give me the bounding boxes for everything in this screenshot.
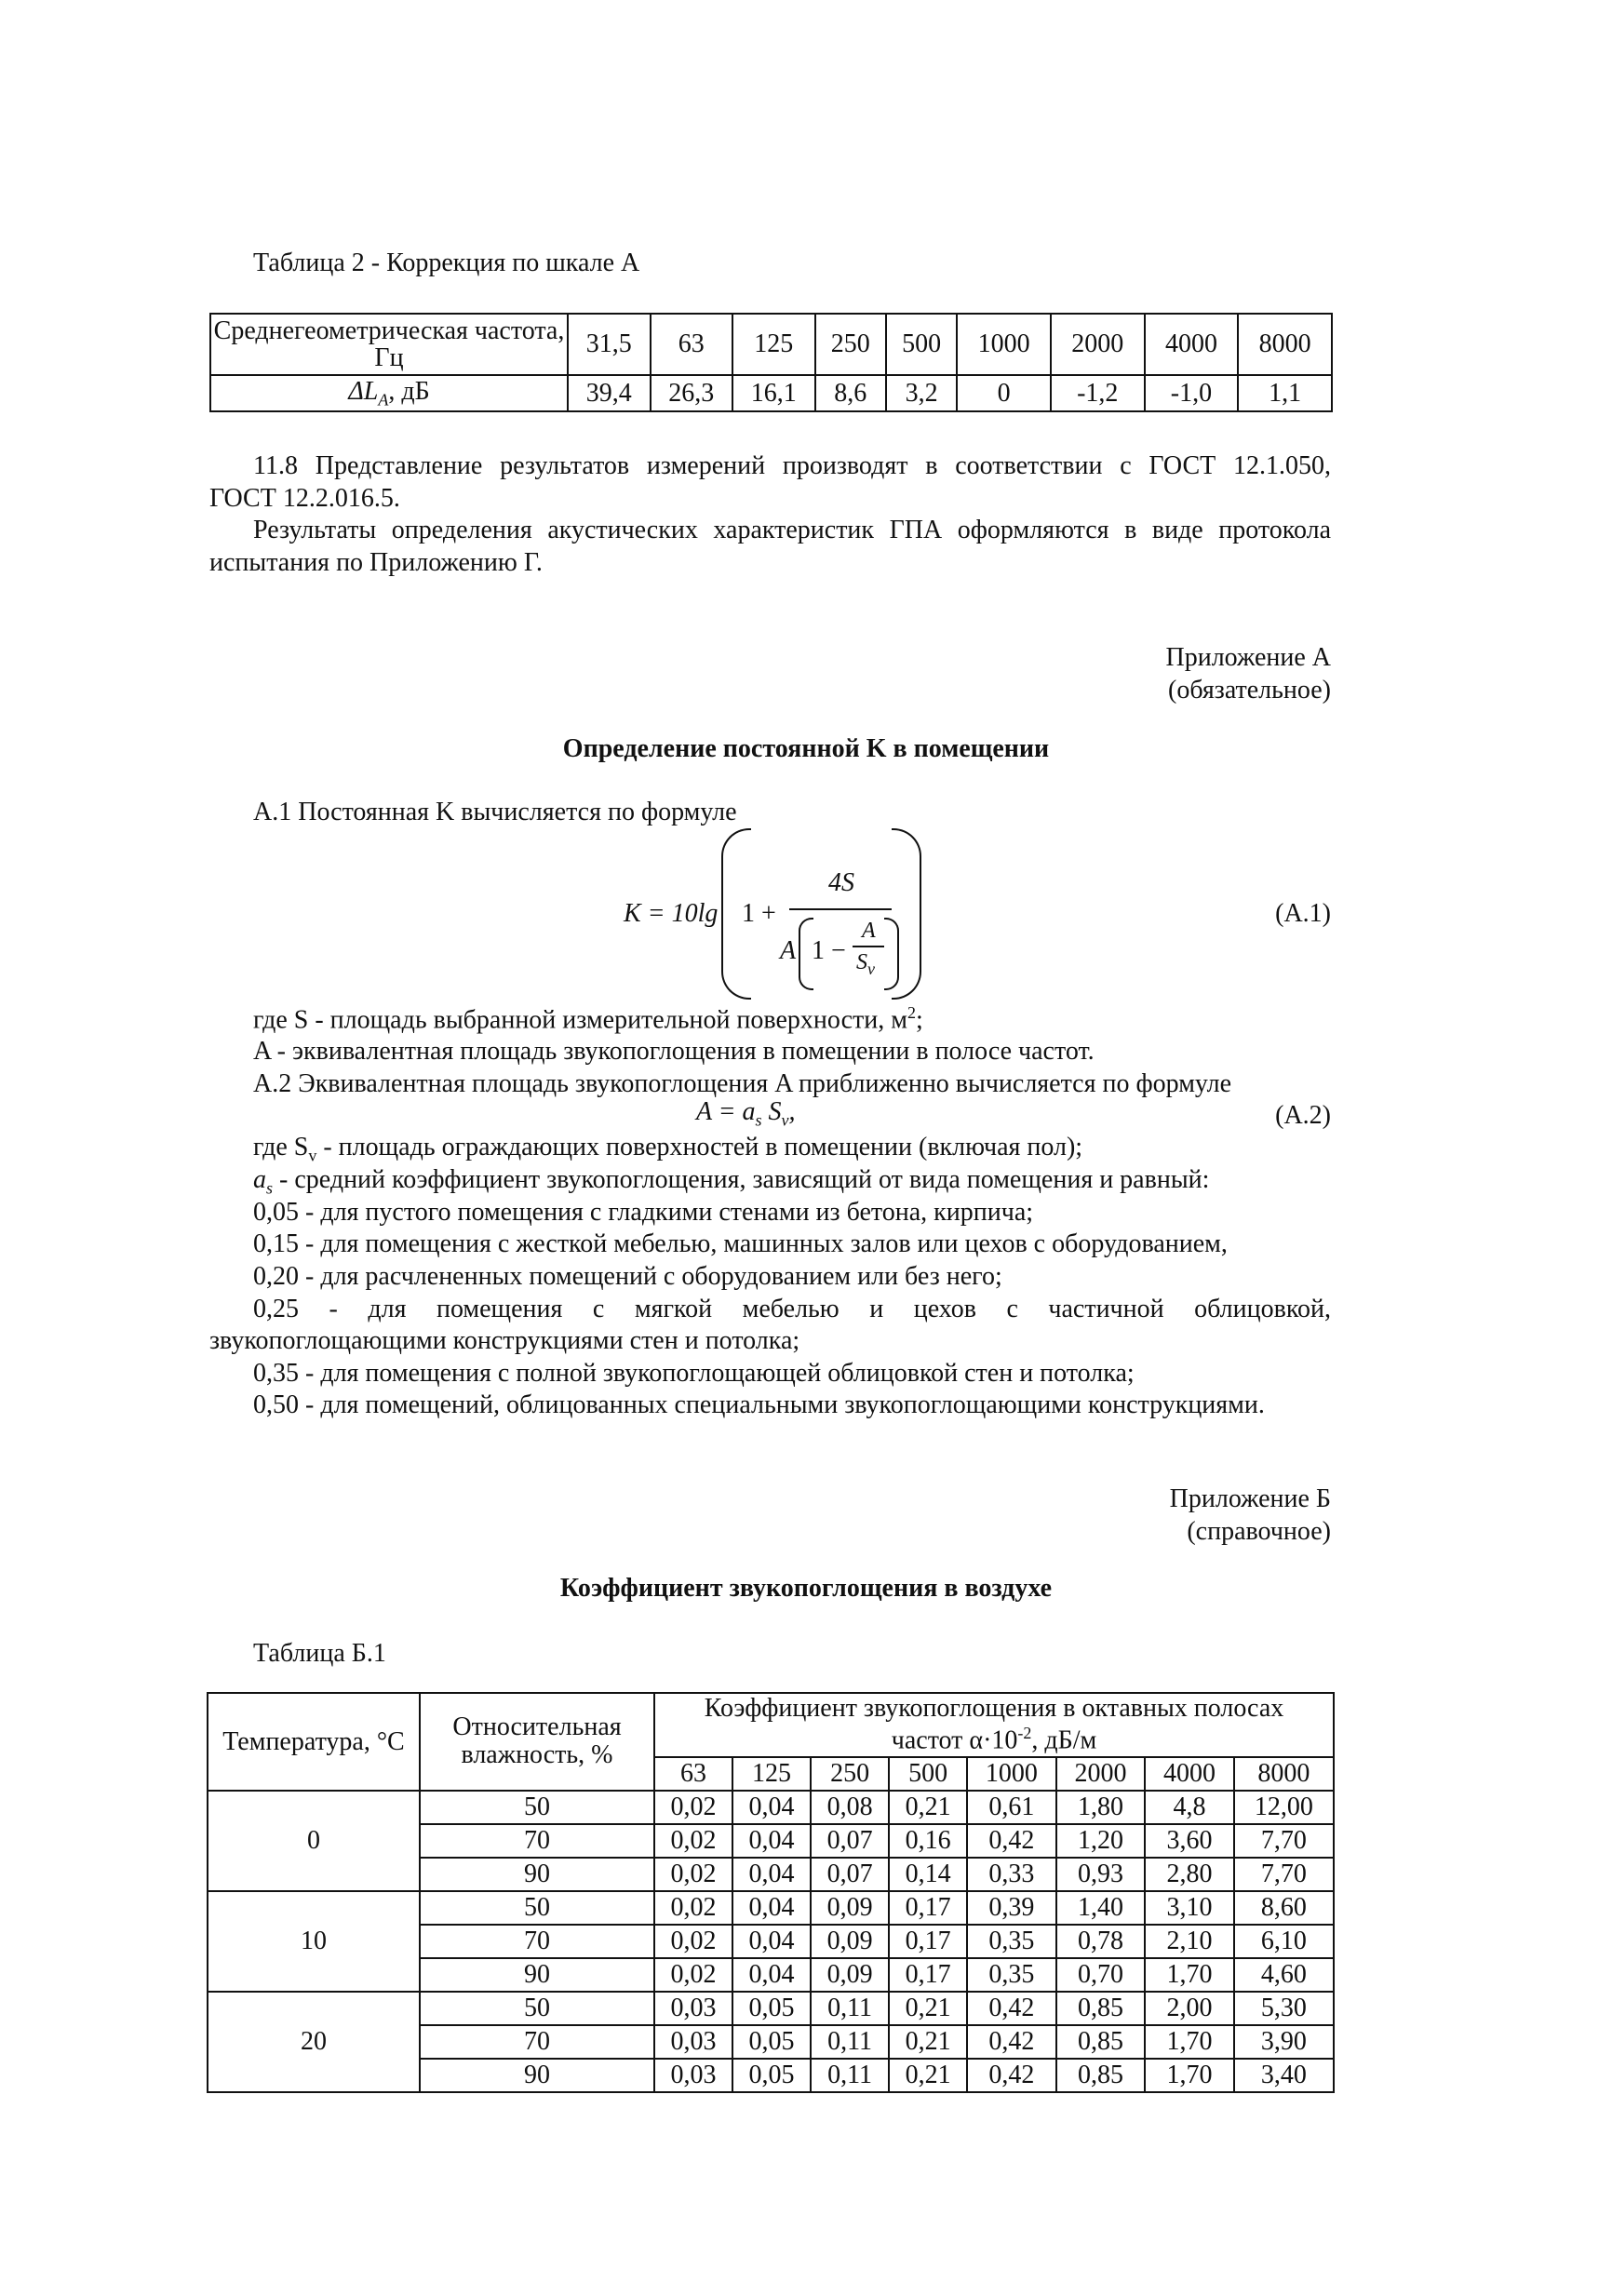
temperature-cell: 10 — [208, 1891, 420, 1992]
formula-a1-inner-den: $S_v$ — [856, 950, 875, 978]
value-cell: 0,21 — [889, 2059, 967, 2092]
value-cell: 0,16 — [889, 1824, 967, 1858]
formula-a1-fraction-line — [789, 908, 892, 910]
formula-a2-number: (А.2) — [1275, 1101, 1331, 1130]
para-11-8-line1: 11.8 Представление результатов измерений производят в соответствии с ГОСТ 12.1.050, — [253, 451, 1331, 480]
where-s: где S - площадь выбранной измерительной поверхности, $м^2$; — [253, 1003, 923, 1035]
value-cell: 0,42 — [967, 2059, 1056, 2092]
table-b1-coef-header: Коэффициент звукопоглощения в октавных полосах частот $\alpha\cdot 10^{-2}$, дБ/м — [654, 1693, 1334, 1757]
table2-correction-row — [210, 375, 1332, 411]
value-cell: 1,70 — [1145, 2059, 1234, 2092]
value-cell: 0,07 — [811, 1858, 889, 1891]
value-cell: 0,42 — [967, 1992, 1056, 2025]
value-cell: 0,09 — [811, 1925, 889, 1958]
value-cell: 0,35 — [967, 1958, 1056, 1992]
value-cell: 0,39 — [967, 1891, 1056, 1925]
band-cell: 8000 — [1234, 1757, 1334, 1791]
value-cell: 0,78 — [1056, 1925, 1146, 1958]
coef-item: 0,15 - для помещения с жесткой мебелью, машинных залов или цехов с оборудованием, — [253, 1229, 1228, 1258]
table2-corr-cell: 0 — [957, 375, 1051, 411]
humidity-cell: 90 — [420, 1858, 654, 1891]
formula-a2: $A = a_s$ $S_v$, — [696, 1097, 796, 1130]
value-cell: 2,10 — [1145, 1925, 1234, 1958]
value-cell: 0,21 — [889, 1791, 967, 1824]
value-cell: 0,17 — [889, 1925, 967, 1958]
band-cell: 63 — [654, 1757, 732, 1791]
humidity-cell: 70 — [420, 1925, 654, 1958]
table-row — [208, 1992, 1334, 2025]
appendix-b-title: Коэффициент звукопоглощения в воздухе — [559, 1574, 1053, 1603]
table2-caption: Таблица 2 - Коррекция по шкале A — [253, 248, 640, 277]
value-cell: 0,08 — [811, 1791, 889, 1824]
table2-corr-cell: 39,4 — [568, 375, 651, 411]
band-cell: 2000 — [1056, 1757, 1146, 1791]
value-cell: 12,00 — [1234, 1791, 1334, 1824]
band-cell: 4000 — [1145, 1757, 1234, 1791]
table2-freq-cell: 250 — [815, 314, 886, 375]
table2-corr-cell: 8,6 — [815, 375, 886, 411]
value-cell: 0,33 — [967, 1858, 1056, 1891]
table2-freq-cell: 1000 — [957, 314, 1051, 375]
value-cell: 7,70 — [1234, 1824, 1334, 1858]
coef-item: 0,35 - для помещения с полной звукопоглощающей облицовкой стен и потолка; — [253, 1359, 1135, 1388]
humidity-cell: 50 — [420, 1992, 654, 2025]
formula-a1-num: 4S — [828, 868, 854, 897]
value-cell: 1,70 — [1145, 1958, 1234, 1992]
table-b1 — [207, 1692, 1335, 2093]
table-b1-caption: Таблица Б.1 — [253, 1639, 386, 1668]
value-cell: 0,03 — [654, 2059, 732, 2092]
value-cell: 0,14 — [889, 1858, 967, 1891]
formula-a1-one: 1 + — [742, 899, 776, 928]
table2-freq-cell: 8000 — [1238, 314, 1332, 375]
value-cell: 3,10 — [1145, 1891, 1234, 1925]
formula-a1-den-a: A — [780, 936, 797, 965]
a1-text: А.1 Постоянная K вычисляется по формуле — [253, 798, 737, 826]
table2-corr-cell: 26,3 — [651, 375, 733, 411]
table2-freq-row — [210, 314, 1332, 375]
table2-corr-cell: -1,2 — [1051, 375, 1145, 411]
value-cell: 1,70 — [1145, 2025, 1234, 2059]
value-cell: 0,85 — [1056, 1992, 1146, 2025]
value-cell: 0,02 — [654, 1791, 732, 1824]
value-cell: 0,05 — [732, 2025, 811, 2059]
value-cell: 0,42 — [967, 1824, 1056, 1858]
value-cell: 0,04 — [732, 1858, 811, 1891]
coef-item: 0,05 - для пустого помещения с гладкими стенами из бетона, кирпича; — [253, 1198, 1034, 1227]
table-row — [208, 1791, 1334, 1824]
value-cell: 4,8 — [1145, 1791, 1234, 1824]
value-cell: 0,61 — [967, 1791, 1056, 1824]
value-cell: 0,04 — [732, 1824, 811, 1858]
formula-a1-right-paren — [892, 828, 921, 1000]
value-cell: 1,80 — [1056, 1791, 1146, 1824]
appendix-a-kind: (обязательное) — [1168, 676, 1331, 705]
value-cell: 0,85 — [1056, 2025, 1146, 2059]
appendix-a-label: Приложение А — [1165, 643, 1331, 672]
value-cell: 0,09 — [811, 1891, 889, 1925]
value-cell: 0,02 — [654, 1958, 732, 1992]
humidity-cell: 90 — [420, 1958, 654, 1992]
value-cell: 0,04 — [732, 1925, 811, 1958]
temperature-cell: 0 — [208, 1791, 420, 1891]
value-cell: 0,04 — [732, 1791, 811, 1824]
table2-row2-header: $\Delta L_A$, дБ — [210, 375, 568, 411]
value-cell: 0,05 — [732, 2059, 811, 2092]
band-cell: 125 — [732, 1757, 811, 1791]
value-cell: 0,11 — [811, 2025, 889, 2059]
para-11-8-line3: Результаты определения акустических характеристик ГПА оформляются в виде протокола — [253, 516, 1331, 544]
value-cell: 0,70 — [1056, 1958, 1146, 1992]
value-cell: 4,60 — [1234, 1958, 1334, 1992]
coef-item: 0,50 - для помещений, облицованных специальными звукопоглощающими конструкциями. — [253, 1390, 1265, 1419]
table-row — [208, 1891, 1334, 1925]
value-cell: 0,02 — [654, 1824, 732, 1858]
humidity-cell: 90 — [420, 2059, 654, 2092]
table2-freq-cell: 63 — [651, 314, 733, 375]
value-cell: 7,70 — [1234, 1858, 1334, 1891]
table-b1-humidity-header: Относительная влажность, % — [420, 1693, 654, 1791]
formula-a1-lhs: K = 10lg — [624, 899, 719, 928]
appendix-b-kind: (справочное) — [1187, 1517, 1331, 1546]
table2-freq-cell: 2000 — [1051, 314, 1145, 375]
value-cell: 0,42 — [967, 2025, 1056, 2059]
para-11-8-line2: ГОСТ 12.2.016.5. — [209, 484, 400, 513]
where-as: $a_s$ - средний коэффициент звукопоглощения, зависящий от вида помещения и равный: — [253, 1165, 1210, 1198]
value-cell: 0,03 — [654, 1992, 732, 2025]
formula-a1-inner-num: A — [862, 919, 876, 943]
coef-item-continuation: звукопоглощающими конструкциями стен и потолка; — [209, 1326, 800, 1355]
value-cell: 5,30 — [1234, 1992, 1334, 2025]
appendix-a-title: Определение постоянной K в помещении — [562, 734, 1050, 763]
value-cell: 3,40 — [1234, 2059, 1334, 2092]
value-cell: 0,85 — [1056, 2059, 1146, 2092]
value-cell: 0,02 — [654, 1891, 732, 1925]
humidity-cell: 50 — [420, 1791, 654, 1824]
value-cell: 2,00 — [1145, 1992, 1234, 2025]
table2-corr-cell: 1,1 — [1238, 375, 1332, 411]
band-cell: 1000 — [967, 1757, 1056, 1791]
value-cell: 0,09 — [811, 1958, 889, 1992]
humidity-cell: 70 — [420, 1824, 654, 1858]
formula-a1-number: (А.1) — [1275, 899, 1331, 928]
coef-item: 0,20 - для расчлененных помещений с оборудованием или без него; — [253, 1262, 1002, 1291]
value-cell: 0,93 — [1056, 1858, 1146, 1891]
value-cell: 8,60 — [1234, 1891, 1334, 1925]
where-sv: где $S_v$ - площадь ограждающих поверхностей в помещении (включая пол); — [253, 1133, 1083, 1165]
table2-freq-cell: 125 — [732, 314, 815, 375]
value-cell: 0,11 — [811, 1992, 889, 2025]
a2-text: А.2 Эквивалентная площадь звукопоглощения A приближенно вычисляется по формуле — [253, 1069, 1232, 1098]
formula-a1-den-one: 1 − — [812, 936, 846, 965]
table2-freq-cell: 31,5 — [568, 314, 651, 375]
appendix-b-label: Приложение Б — [1169, 1484, 1331, 1513]
value-cell: 3,90 — [1234, 2025, 1334, 2059]
value-cell: 0,21 — [889, 2025, 967, 2059]
value-cell: 0,03 — [654, 2025, 732, 2059]
para-11-8-line4: испытания по Приложению Г. — [209, 548, 543, 577]
band-cell: 250 — [811, 1757, 889, 1791]
formula-a1-inner-fraction-line — [853, 946, 884, 947]
value-cell: 0,17 — [889, 1891, 967, 1925]
table2 — [209, 313, 1333, 412]
value-cell: 0,02 — [654, 1858, 732, 1891]
value-cell: 0,02 — [654, 1925, 732, 1958]
table2-corr-cell: -1,0 — [1145, 375, 1239, 411]
table2-freq-cell: 500 — [886, 314, 957, 375]
value-cell: 0,17 — [889, 1958, 967, 1992]
value-cell: 0,05 — [732, 1992, 811, 2025]
value-cell: 0,07 — [811, 1824, 889, 1858]
value-cell: 2,80 — [1145, 1858, 1234, 1891]
coef-item: 0,25 - для помещения с мягкой мебелью и цехов с частичной облицовкой, — [253, 1295, 1331, 1323]
value-cell: 1,20 — [1056, 1824, 1146, 1858]
humidity-cell: 50 — [420, 1891, 654, 1925]
table-b1-header-row — [208, 1693, 1334, 1757]
table-b1-temp-header: Температура, °С — [208, 1693, 420, 1791]
table2-corr-cell: 3,2 — [886, 375, 957, 411]
value-cell: 0,04 — [732, 1891, 811, 1925]
value-cell: 1,40 — [1056, 1891, 1146, 1925]
value-cell: 0,04 — [732, 1958, 811, 1992]
table2-freq-cell: 4000 — [1145, 314, 1239, 375]
value-cell: 0,21 — [889, 1992, 967, 2025]
temperature-cell: 20 — [208, 1992, 420, 2092]
value-cell: 0,35 — [967, 1925, 1056, 1958]
where-a: A - эквивалентная площадь звукопоглощения в помещении в полосе частот. — [253, 1037, 1095, 1066]
value-cell: 3,60 — [1145, 1824, 1234, 1858]
value-cell: 6,10 — [1234, 1925, 1334, 1958]
table2-row1-header: Среднегеометрическая частота, Гц — [210, 314, 568, 375]
value-cell: 0,11 — [811, 2059, 889, 2092]
humidity-cell: 70 — [420, 2025, 654, 2059]
band-cell: 500 — [889, 1757, 967, 1791]
table2-corr-cell: 16,1 — [732, 375, 815, 411]
